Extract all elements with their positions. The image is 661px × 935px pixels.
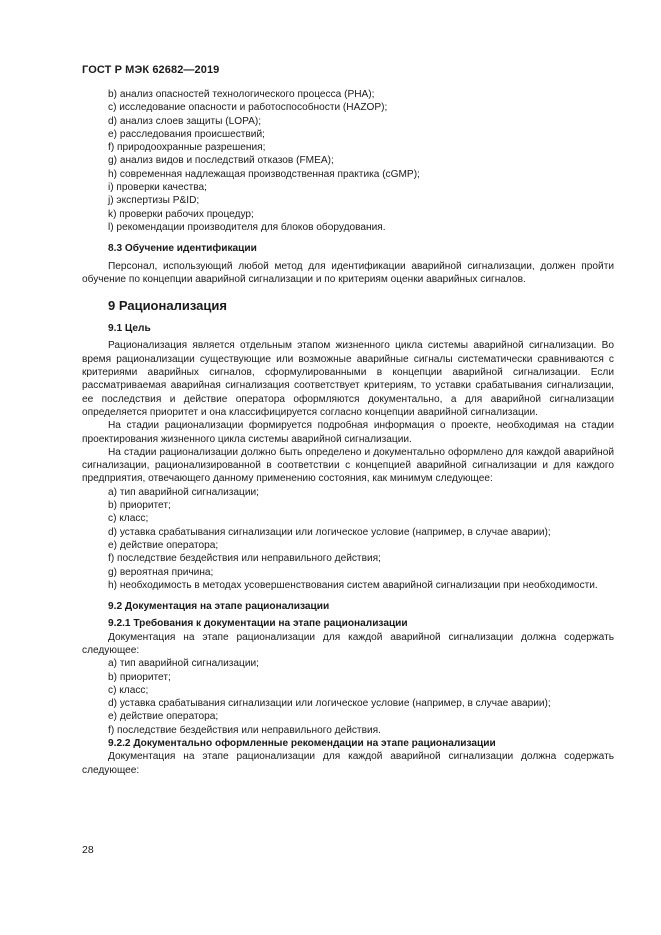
list-item: c) исследование опасности и работоспособности (HAZOP); <box>108 102 388 114</box>
paragraph: Рационализация является отдельным этапом жизненного цикла системы аварийной сигнализации. Во время рационализации существующие или возможные аварийные сигналы систематически сравниваются с критериями аварийных сигналов, сформулированными в концепции аварийной сигнализации. Если рассматриваемая аварийная сигнализация соответствует критериям, то уставки срабатывания сигнализации, ее последствия и действие оператора оформляются документально, а для аварийной сигнализации определяется приоритет и она классифицируется согласно концепции аварийной сигнализации. <box>82 340 614 418</box>
list-item: a) тип аварийной сигнализации; <box>108 658 259 670</box>
list-item: a) тип аварийной сигнализации; <box>108 486 259 498</box>
section-heading-9-2-2: 9.2.2 Документально оформленные рекомендации на этапе рационализации <box>108 738 496 750</box>
list-item: e) действие оператора; <box>108 539 219 551</box>
list-item: g) вероятная причина; <box>108 566 214 578</box>
list-item: d) уставка срабатывания сигнализации или логическое условие (например, в случае аварии); <box>108 526 551 538</box>
list-item: h) современная надлежащая производственная практика (cGMP); <box>108 168 420 180</box>
paragraph: Документация на этапе рационализации для каждой аварийной сигнализации должна содержать следующее: <box>82 751 614 776</box>
list-item: j) экспертизы P&ID; <box>108 195 200 207</box>
paragraph: Персонал, использующий любой метод для идентификации аварийной сигнализации, должен пройти обучение по концепции аварийной сигнализации и по критериям оценки аварийных сигналов. <box>82 260 614 285</box>
section-heading-9-2: 9.2 Документация на этапе рационализации <box>108 601 330 613</box>
paragraph: На стадии рационализации формируется подробная информация о проекте, необходимая на стадии проектирования жизненного цикла системы аварийной сигнализации. <box>82 420 614 445</box>
list-item: h) необходимость в методах усовершенствования систем аварийной сигнализации при необходимости. <box>108 579 598 591</box>
section-heading-9-1: 9.1 Цель <box>108 323 151 335</box>
section-heading-9-2-1: 9.2.1 Требования к документации на этапе рационализации <box>108 618 408 630</box>
list-item: g) анализ видов и последствий отказов (FMEA); <box>108 155 334 167</box>
list-item: d) анализ слоев защиты (LOPA); <box>108 115 262 127</box>
list-item: i) проверки качества; <box>108 182 207 194</box>
list-item: e) расследования происшествий; <box>108 128 265 140</box>
list-item: k) проверки рабочих процедур; <box>108 208 254 220</box>
list-item: d) уставка срабатывания сигнализации или логическое условие (например, в случае аварии); <box>108 698 551 710</box>
list-item: l) рекомендации производителя для блоков оборудования. <box>108 221 386 233</box>
list-item: e) действие оператора; <box>108 711 219 723</box>
list-item: b) приоритет; <box>108 671 171 683</box>
list-item: c) класс; <box>108 513 149 525</box>
list-item: f) природоохранные разрешения; <box>108 142 266 154</box>
list-item: b) приоритет; <box>108 500 171 512</box>
list-item: b) анализ опасностей технологического процесса (PHA); <box>108 89 375 100</box>
section-heading-9: 9 Рационализация <box>108 298 227 314</box>
page-number: 28 <box>82 844 94 856</box>
section-heading-8-3: 8.3 Обучение идентификации <box>108 243 257 255</box>
paragraph: На стадии рационализации должно быть определено и документально оформлено для каждой аварийной сигнализации, рационализированной в соответствии с концепцией аварийной сигнализации и для каждого предприятия, отвечающего данному применению состояния, как минимум следующее: <box>82 446 614 485</box>
document-header: ГОСТ Р МЭК 62682—2019 <box>82 64 220 76</box>
page-content <box>82 88 614 777</box>
paragraph: Документация на этапе рационализации для каждой аварийной сигнализации должна содержать следующее: <box>82 631 614 656</box>
list-item: f) последствие бездействия или неправильного действия; <box>108 553 381 565</box>
list-item: c) класс; <box>108 684 149 696</box>
list-item: f) последствие бездействия или неправильного действия. <box>108 724 381 736</box>
